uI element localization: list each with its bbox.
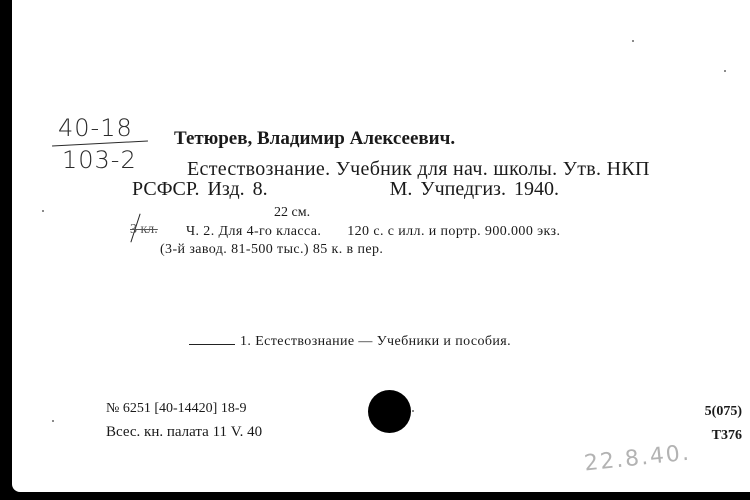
- author-heading: Тетюрев, Владимир Алексеевич.: [174, 128, 456, 149]
- title-line-2-part-1: РСФСР. Изд. 8.: [132, 178, 268, 200]
- part-line: [186, 224, 560, 240]
- punch-hole: [368, 390, 411, 433]
- pages-info: 120 с. с илл. и портр. 900.000 экз.: [347, 224, 561, 239]
- title-line-1: Естествознание. Учебник для нач. школы. Утв. НКП: [187, 158, 650, 180]
- classification-code: 5(075): [704, 404, 742, 419]
- speck: [412, 410, 414, 412]
- speck: [724, 70, 726, 72]
- issuing-chamber: Всес. кн. палата 11 V. 40: [106, 424, 263, 440]
- subject-heading: 1. Естествознание — Учебники и пособия.: [240, 334, 511, 349]
- speck: [52, 420, 54, 422]
- edition-info: (3-й завод. 81-500 тыс.) 85 к. в пер.: [160, 242, 384, 257]
- title-line-2: [132, 178, 559, 201]
- part-info: Ч. 2. Для 4-го класса.: [186, 224, 322, 239]
- publisher-info: М. Учпедгиз. 1940.: [389, 178, 559, 200]
- speck: [632, 40, 634, 42]
- subject-dash: [189, 344, 235, 345]
- size-info: 22 см.: [274, 205, 311, 220]
- catalog-card: [12, 0, 750, 492]
- speck: [42, 210, 44, 212]
- shelfmark-top: 40-18: [58, 114, 133, 142]
- shelfmark-bottom: 103-2: [62, 146, 137, 174]
- registration-number: № 6251 [40-14420] 18-9: [106, 401, 247, 416]
- date-stamp: 22.8.40.: [582, 440, 692, 477]
- author-mark: Т376: [711, 428, 742, 443]
- struck-text: 3 кл.: [130, 222, 158, 237]
